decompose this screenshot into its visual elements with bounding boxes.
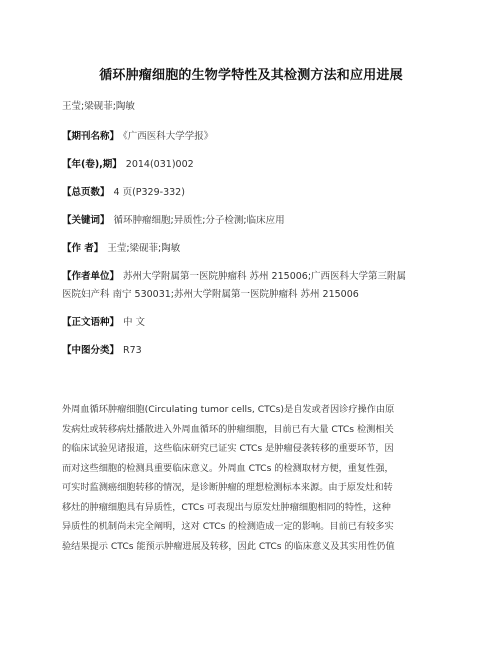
abstract-line: 的临床试验见诸报道，这些临床研究已证实 CTCs 是肿瘤侵袭转移的重要环节，因	[62, 443, 394, 454]
meta-label: 【作者单位】	[62, 271, 120, 282]
meta-label: 【正文语种】	[62, 317, 120, 328]
abstract-line: 验结果提示 CTCs 能预示肿瘤进展及转移，因此 CTCs 的临床意义及其实用性仍值	[62, 540, 395, 552]
meta-label: 【期刊名称】	[62, 131, 120, 142]
meta-volume-issue	[62, 156, 452, 174]
meta-label: 【总页数】	[62, 187, 110, 198]
meta-value: 《广西医科大学学报》	[123, 131, 214, 142]
meta-label: 【作 者】	[62, 243, 104, 254]
meta-value: 苏州大学附属第一医院肿瘤科 苏州 215006;广西医科大学第三附属	[123, 271, 407, 282]
meta-value: 2014(031)002	[125, 159, 194, 170]
meta-label: 【关键词】	[62, 215, 110, 226]
abstract-line: 移灶的肿瘤细胞具有异质性，CTCs 可表现出与原发灶肿瘤细胞相同的特性，这种	[62, 501, 391, 513]
meta-authors	[62, 240, 452, 258]
meta-affiliation	[62, 268, 452, 304]
abstract-line: 而对这些细胞的检测具重要临床意义。外周血 CTCs 的检测取材方便，重复性强，	[62, 462, 394, 474]
meta-value: 4 页(P329-332)	[113, 187, 185, 198]
meta-classification	[62, 342, 452, 360]
abstract-body	[62, 400, 448, 556]
document-title: 循环肿瘤细胞的生物学特性及其检测方法和应用进展	[99, 68, 403, 83]
abstract-line: 可实时监测癌细胞转移的情况，是诊断肿瘤的理想检测标本来源。由于原发灶和转	[62, 482, 393, 493]
meta-pages	[62, 184, 452, 202]
meta-value: 王莹;梁砚菲;陶敏	[107, 243, 181, 254]
meta-language	[62, 314, 452, 332]
meta-value: R73	[123, 345, 142, 356]
meta-value-continued: 医院妇产科 南宁 530031;苏州大学附属第一医院肿瘤科 苏州 215006	[62, 289, 359, 300]
meta-value: 循环肿瘤细胞;异质性;分子检测;临床应用	[113, 215, 285, 226]
meta-keywords	[62, 212, 452, 230]
meta-journal	[62, 128, 452, 146]
meta-label: 【中图分类】	[62, 345, 120, 356]
abstract-line: 异质性的机制尚未完全阐明，这对 CTCs 的检测造成一定的影响。目前已有较多实	[62, 521, 394, 532]
abstract-line: 发病灶或转移病灶播散进入外周血循环的肿瘤细胞，目前已有大量 CTCs 检测相关	[62, 423, 394, 435]
meta-value: 中 文	[123, 317, 146, 328]
meta-label: 【年(卷),期】	[62, 159, 122, 170]
abstract-line: 外周血循环肿瘤细胞(Circulating tumor cells, CTCs)是自发或者因诊疗操作由原	[62, 404, 395, 415]
author-line: 王莹;梁砚菲;陶敏	[62, 101, 135, 112]
